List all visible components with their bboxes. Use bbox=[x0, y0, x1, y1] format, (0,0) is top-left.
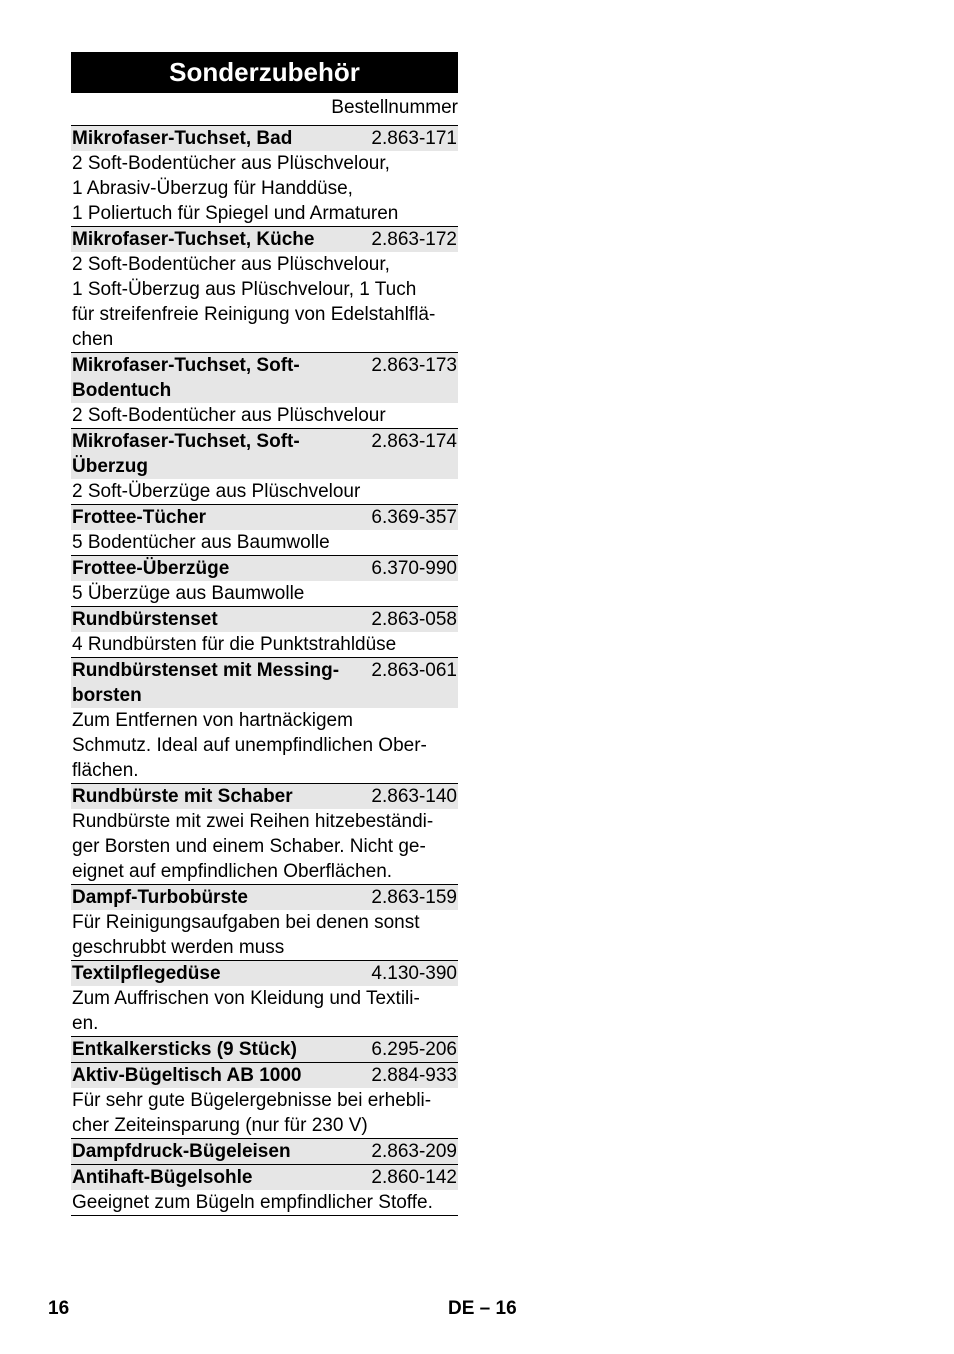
item-description-line: 2 Soft-Bodentücher aus Plüschvelour, bbox=[72, 153, 390, 174]
list-item bbox=[71, 784, 458, 885]
item-order-number: 4.130-390 bbox=[371, 963, 457, 984]
list-item bbox=[71, 505, 458, 556]
item-description-line: Für Reinigungsaufgaben bei denen sonst bbox=[72, 912, 420, 933]
item-order-number: 2.863-171 bbox=[371, 128, 457, 149]
item-name: Mikrofaser-Tuchset, Küche bbox=[72, 229, 315, 250]
item-header bbox=[71, 556, 458, 581]
item-order-number: 6.369-357 bbox=[371, 507, 457, 528]
item-header bbox=[71, 227, 458, 252]
item-name: Aktiv-Bügeltisch AB 1000 bbox=[72, 1065, 302, 1086]
item-header bbox=[71, 429, 458, 479]
item-description-line: geschrubbt werden muss bbox=[72, 937, 285, 958]
list-item bbox=[71, 353, 458, 429]
list-item bbox=[71, 1063, 458, 1139]
item-order-number: 2.863-061 bbox=[371, 660, 457, 681]
accessories-column bbox=[71, 52, 458, 1216]
list-item bbox=[71, 607, 458, 658]
item-name: Textilpflegedüse bbox=[72, 963, 221, 984]
item-order-number: 2.863-058 bbox=[371, 609, 457, 630]
item-description-line: Schmutz. Ideal auf unempfindlichen Ober- bbox=[72, 735, 427, 756]
item-description-line: Zum Auffrischen von Kleidung und Textili- bbox=[72, 988, 420, 1009]
item-header bbox=[71, 961, 458, 986]
item-name: Rundbürste mit Schaber bbox=[72, 786, 293, 807]
item-order-number: 2.863-174 bbox=[371, 431, 457, 452]
item-header bbox=[71, 1063, 458, 1088]
item-order-number: 2.863-159 bbox=[371, 887, 457, 908]
list-item bbox=[71, 1165, 458, 1216]
item-description-line: 1 Poliertuch für Spiegel und Armaturen bbox=[72, 203, 399, 224]
item-header bbox=[71, 1165, 458, 1190]
list-item bbox=[71, 885, 458, 961]
page-label: DE – 16 bbox=[448, 1298, 517, 1319]
page-number: 16 bbox=[48, 1298, 70, 1319]
item-description-line: 1 Soft-Überzug aus Plüschvelour, 1 Tuch bbox=[72, 279, 417, 300]
item-description-line: cher Zeiteinsparung (nur für 230 V) bbox=[72, 1115, 368, 1136]
item-description-line: 1 Abrasiv-Überzug für Handdüse, bbox=[72, 178, 353, 199]
item-description-line: 2 Soft-Bodentücher aus Plüschvelour bbox=[72, 405, 386, 426]
item-description-line: 4 Rundbürsten für die Punktstrahldüse bbox=[72, 634, 397, 655]
item-order-number: 6.370-990 bbox=[371, 558, 457, 579]
item-name: Dampf-Turbobürste bbox=[72, 887, 248, 908]
item-header bbox=[71, 1037, 458, 1062]
item-description-line: 5 Überzüge aus Baumwolle bbox=[72, 583, 305, 604]
item-name: Mikrofaser-Tuchset, Soft-Bodentuch bbox=[72, 355, 300, 401]
item-description-line: eignet auf empfindlichen Oberflächen. bbox=[72, 861, 393, 882]
item-description-line: Rundbürste mit zwei Reihen hitzebeständi- bbox=[72, 811, 434, 832]
item-description-line: flächen. bbox=[72, 760, 139, 781]
list-item bbox=[71, 961, 458, 1037]
item-name: Entkalkersticks (9 Stück) bbox=[72, 1039, 297, 1060]
order-number-header: Bestellnummer bbox=[71, 93, 458, 126]
list-item bbox=[71, 227, 458, 353]
accessory-list bbox=[71, 126, 458, 1216]
item-order-number: 6.295-206 bbox=[371, 1039, 457, 1060]
item-description-line: ger Borsten und einem Schaber. Nicht ge- bbox=[72, 836, 426, 857]
item-description-line: chen bbox=[72, 329, 114, 350]
item-header bbox=[71, 885, 458, 910]
item-name: Frottee-Überzüge bbox=[72, 558, 230, 579]
item-header bbox=[71, 607, 458, 632]
item-order-number: 2.863-209 bbox=[371, 1141, 457, 1162]
item-header bbox=[71, 126, 458, 151]
item-description-line: Geeignet zum Bügeln empfindlicher Stoffe. bbox=[72, 1192, 433, 1213]
list-item bbox=[71, 556, 458, 607]
item-description-line: Für sehr gute Bügelergebnisse bei erhebli- bbox=[72, 1090, 432, 1111]
item-name: Rundbürstenset mit Messing-borsten bbox=[72, 660, 340, 706]
item-order-number: 2.863-172 bbox=[371, 229, 457, 250]
list-item bbox=[71, 1139, 458, 1165]
item-header bbox=[71, 784, 458, 809]
item-order-number: 2.884-933 bbox=[371, 1065, 457, 1086]
item-order-number: 2.860-142 bbox=[371, 1167, 457, 1188]
item-header bbox=[71, 505, 458, 530]
list-item bbox=[71, 126, 458, 227]
item-header bbox=[71, 1139, 458, 1164]
item-description-line: für streifenfreie Reinigung von Edelstahlflä- bbox=[72, 304, 436, 325]
item-header bbox=[71, 353, 458, 403]
item-name: Frottee-Tücher bbox=[72, 507, 207, 528]
item-description-line: 2 Soft-Bodentücher aus Plüschvelour, bbox=[72, 254, 390, 275]
item-name: Rundbürstenset bbox=[72, 609, 218, 630]
item-description-line: Zum Entfernen von hartnäckigem bbox=[72, 710, 353, 731]
item-description-line: 2 Soft-Überzüge aus Plüschvelour bbox=[72, 481, 361, 502]
item-name: Antihaft-Bügelsohle bbox=[72, 1167, 253, 1188]
item-name: Dampfdruck-Bügeleisen bbox=[72, 1141, 291, 1162]
item-order-number: 2.863-173 bbox=[371, 355, 457, 376]
list-item bbox=[71, 429, 458, 505]
item-description-line: 5 Bodentücher aus Baumwolle bbox=[72, 532, 330, 553]
list-item bbox=[71, 658, 458, 784]
item-name: Mikrofaser-Tuchset, Bad bbox=[72, 128, 293, 149]
list-item bbox=[71, 1037, 458, 1063]
item-header bbox=[71, 658, 458, 708]
item-description-line: en. bbox=[72, 1013, 99, 1034]
item-name: Mikrofaser-Tuchset, Soft-Überzug bbox=[72, 431, 300, 477]
section-title: Sonderzubehör bbox=[71, 52, 458, 93]
item-order-number: 2.863-140 bbox=[371, 786, 457, 807]
